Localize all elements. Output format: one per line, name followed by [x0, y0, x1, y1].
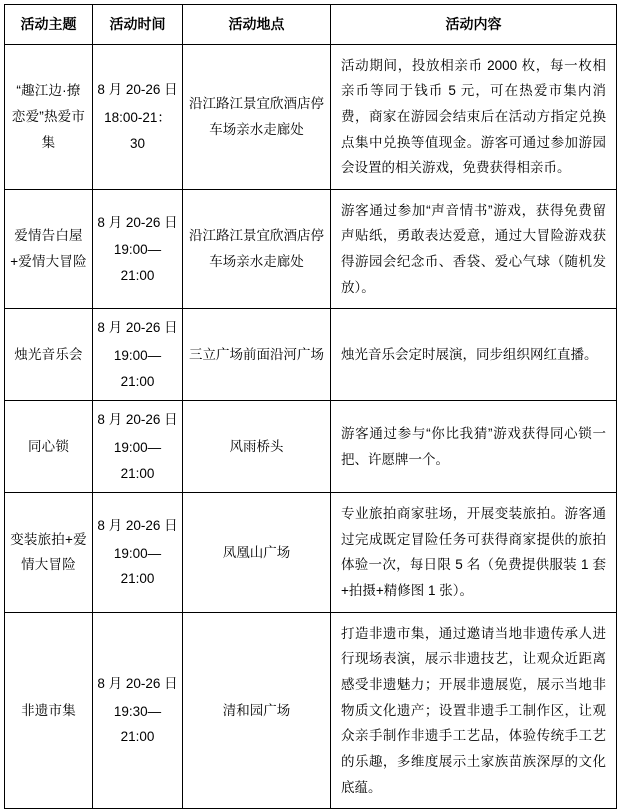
cell-content: 专业旅拍商家驻场，开展变装旅拍。游客通过完成既定冒险任务可获得商家提供的旅拍体验一次，每日限 5 名（免费提供服装 1 套+拍摄+精修图 1 张）。 [331, 493, 617, 613]
table-row [5, 189, 617, 309]
activity-schedule-table [4, 4, 617, 809]
cell-time [93, 612, 183, 808]
cell-place: 清和园广场 [183, 612, 331, 808]
cell-time-range: 19:00—21:00 [113, 545, 162, 587]
column-header-content: 活动内容 [331, 5, 617, 45]
cell-time-date: 8 月 20-26 日 [97, 214, 178, 230]
table-row [5, 493, 617, 613]
cell-theme: 爱情告白屋+爱情大冒险 [5, 189, 93, 309]
cell-content: 烛光音乐会定时展演，同步组织网红直播。 [331, 309, 617, 401]
cell-time [93, 493, 183, 613]
cell-place: 风雨桥头 [183, 401, 331, 493]
table-row [5, 309, 617, 401]
table-row [5, 44, 617, 189]
cell-place: 沿江路江景宜欣酒店停车场亲水走廊处 [183, 189, 331, 309]
cell-time [93, 401, 183, 493]
table-header-row [5, 5, 617, 45]
cell-time-range: 19:00—21:00 [113, 439, 162, 481]
cell-time-range: 18:00-21：30 [104, 109, 171, 151]
cell-content: 打造非遗市集，通过邀请当地非遗传承人进行现场表演，展示非遗技艺，让观众近距离感受非遗魅力；开展非遗展览，展示当地非物质文化遗产；设置非遗手工制作区，让观众亲手制作非遗手工艺品，体验传统手工艺的乐趣，多维度展示土家族苗族深厚的文化底蕴。 [331, 612, 617, 808]
cell-place: 沿江路江景宜欣酒店停车场亲水走廊处 [183, 44, 331, 189]
cell-time-date: 8 月 20-26 日 [97, 676, 178, 692]
cell-time-range: 19:00—21:00 [113, 242, 162, 283]
cell-time [93, 44, 183, 189]
cell-theme: 同心锁 [5, 401, 93, 493]
cell-content: 游客通过参加“声音情书”游戏，获得免费留声贴纸，勇敢表达爱意，通过大冒险游戏获得游园会纪念币、香袋、爱心气球（随机发放）。 [331, 189, 617, 309]
cell-theme: 变装旅拍+爱情大冒险 [5, 493, 93, 613]
cell-time-range: 19:30—21:00 [113, 703, 162, 745]
cell-theme: 非遗市集 [5, 612, 93, 808]
column-header-place: 活动地点 [183, 5, 331, 45]
cell-time-date: 8 月 20-26 日 [97, 412, 178, 428]
cell-theme: “趣江边·撩恋爱”热爱市集 [5, 44, 93, 189]
cell-time [93, 189, 183, 309]
cell-theme: 烛光音乐会 [5, 309, 93, 401]
cell-place: 三立广场前面沿河广场 [183, 309, 331, 401]
cell-time-date: 8 月 20-26 日 [97, 518, 178, 534]
cell-place: 凤凰山广场 [183, 493, 331, 613]
cell-time-date: 8 月 20-26 日 [97, 320, 178, 336]
cell-time-date: 8 月 20-26 日 [97, 82, 178, 98]
cell-content: 游客通过参与“你比我猜”游戏获得同心锁一把、许愿牌一个。 [331, 401, 617, 493]
table-row [5, 612, 617, 808]
column-header-theme: 活动主题 [5, 5, 93, 45]
table-row [5, 401, 617, 493]
cell-time-range: 19:00—21:00 [113, 348, 162, 389]
cell-time [93, 309, 183, 401]
column-header-time: 活动时间 [93, 5, 183, 45]
cell-content: 活动期间，投放相亲币 2000 枚，每一枚相亲币等同于钱币 5 元，可在热爱市集内消费，商家在游园会结束后在活动方指定兑换点集中兑换等值现金。游客可通过参加游园会设置的相关游戏，免费获得相亲币。 [331, 44, 617, 189]
